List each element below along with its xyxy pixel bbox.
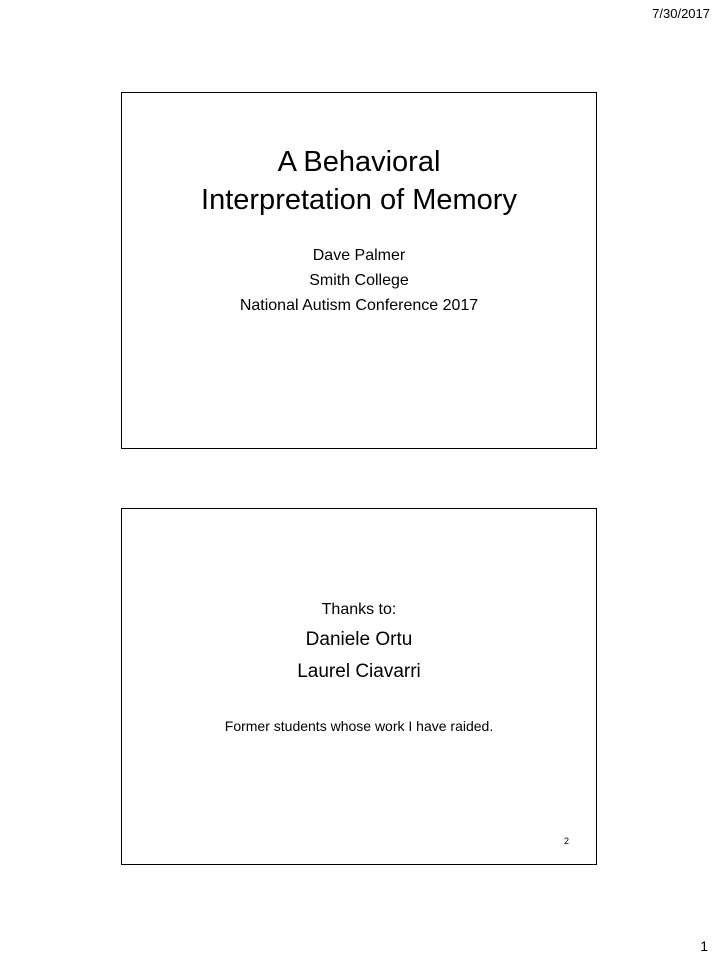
- author-block: [122, 243, 596, 318]
- page-number: 1: [700, 938, 708, 954]
- slide-number: 2: [563, 836, 569, 846]
- thanks-label: Thanks to:: [321, 601, 397, 618]
- thanks-name-1: Daniele Ortu: [305, 629, 413, 650]
- thanks-name-2: Laurel Ciavarri: [297, 661, 421, 682]
- slide-1: [121, 92, 597, 449]
- title-line-2: Interpretation of Memory: [201, 184, 517, 216]
- thanks-block: [122, 597, 596, 687]
- title-line-1: A Behavioral: [277, 146, 441, 178]
- thanks-note: Former students whose work I have raided.: [224, 718, 494, 734]
- event-name: National Autism Conference 2017: [239, 297, 479, 314]
- slide-2: [121, 508, 597, 865]
- author-name: Dave Palmer: [312, 247, 406, 264]
- page-date: 7/30/2017: [652, 6, 710, 21]
- author-institution: Smith College: [309, 272, 409, 289]
- slide-title: [122, 143, 596, 219]
